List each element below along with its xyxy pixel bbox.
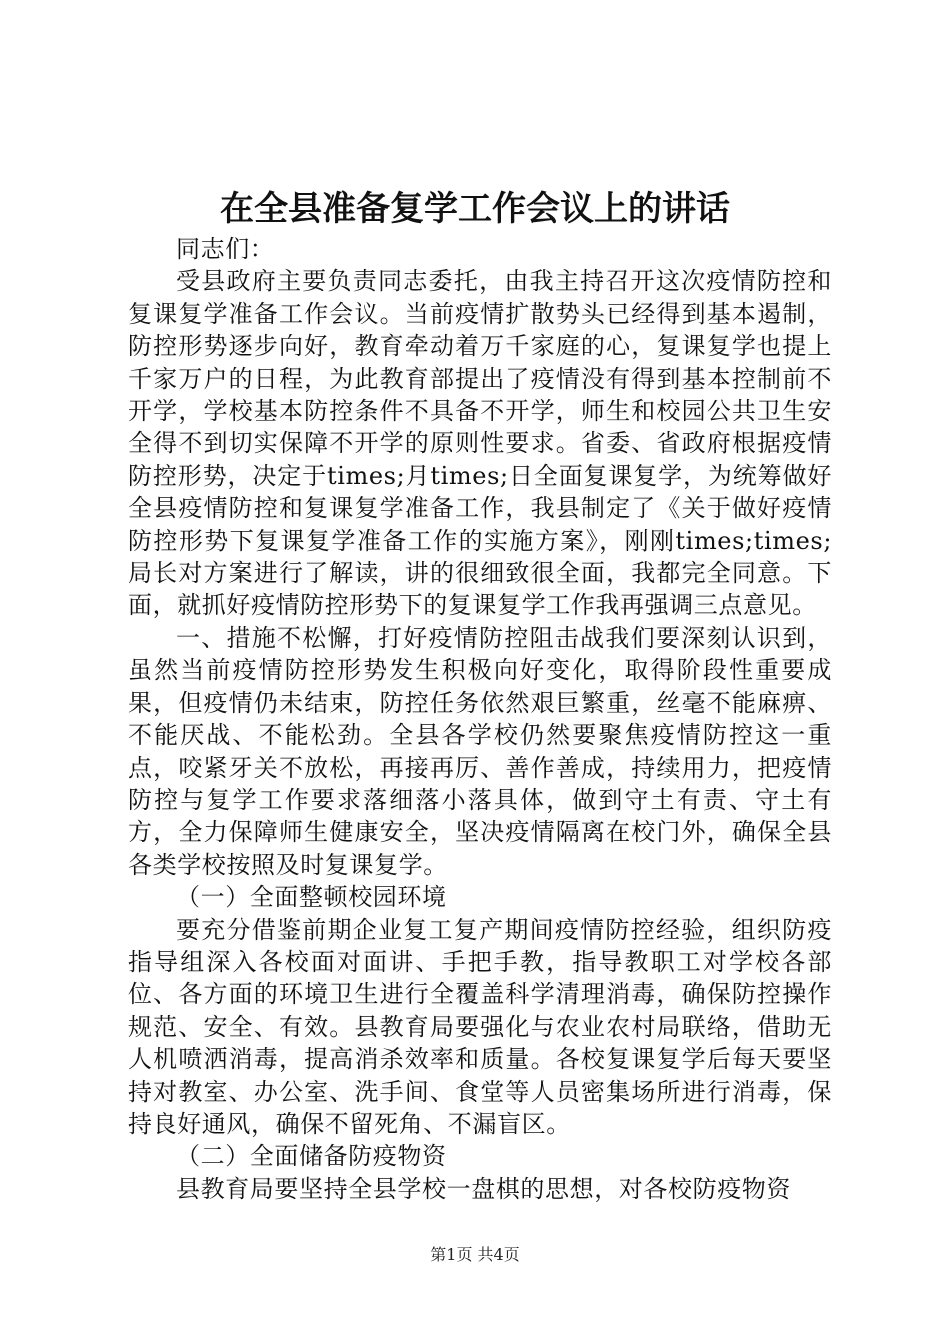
subheading-epidemic-supplies: （二）全面储备防疫物资 — [176, 1142, 447, 1171]
paragraph-section-one: 一、措施不松懈，打好疫情防控阻击战我们要深刻认识到，虽然当前疫情防控形势发生积极向好变化，取得阶段性重要成果，但疫情仍未结束，防控任务依然艰巨繁重，丝毫不能麻痹、不能厌战、不能松劲。全县各学校仍然要聚焦疫情防控这一重点，咬紧牙关不放松，再接再厉、善作善成，持续用力，把疫情防控与复学工作要求落细落小落具体，做到守土有责、守土有方，全力保障师生健康安全，坚决疫情隔离在校门外，确保全县各类学校按照及时复课复学。 — [128, 623, 832, 879]
paragraph-epidemic-supplies: 县教育局要坚持全县学校一盘棋的思想，对各校防疫物资 — [176, 1174, 791, 1203]
document-title: 在全县准备复学工作会议上的讲话 — [220, 189, 730, 229]
subheading-campus-environment: （一）全面整顿校园环境 — [176, 883, 447, 912]
document-body — [128, 233, 832, 1205]
page-number: 第1页 共4页 — [430, 1245, 520, 1264]
paragraph-intro: 受县政府主要负责同志委托，由我主持召开这次疫情防控和复课复学准备工作会议。当前疫情扩散势头已经得到基本遏制，防控形势逐步向好，教育牵动着万千家庭的心，复课复学也提上千家万户的日程，为此教育部提出了疫情没有得到基本控制前不开学，学校基本防控条件不具备不开学，师生和校园公共卫生安全得不到切实保障不开学的原则性要求。省委、省政府根据疫情防控形势，决定于times;月times;日全面复课复学，为统筹做好全县疫情防控和复课复学准备工作，我县制定了《关于做好疫情防控形势下复课复学准备工作的实施方案》，刚刚times;times;局长对方案进行了解读，讲的很细致很全面，我都完全同意。下面，就抓好疫情防控形势下的复课复学工作我再强调三点意见。 — [128, 267, 832, 620]
paragraph-campus-environment: 要充分借鉴前期企业复工复产期间疫情防控经验，组织防疫指导组深入各校面对面讲、手把手教，指导教职工对学校各部位、各方面的环境卫生进行全覆盖科学清理消毒，确保防控操作规范、安全、有效。县教育局要强化与农业农村局联络，借助无人机喷洒消毒，提高消杀效率和质量。各校复课复学后每天要坚持对教室、办公室、洗手间、食堂等人员密集场所进行消毒，保持良好通风，确保不留死角、不漏盲区。 — [128, 915, 832, 1138]
salutation: 同志们： — [176, 235, 275, 263]
